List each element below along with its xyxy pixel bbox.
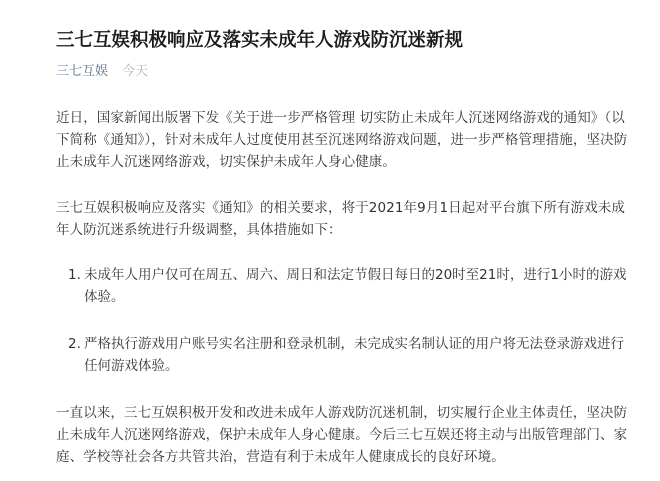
list-item-text: 严格执行游戏用户账号实名注册和登录机制，未完成实名制认证的用户将无法登录游戏进行任何游戏体验。 <box>84 336 624 374</box>
author-link[interactable]: 三七互娱 <box>56 64 109 79</box>
publish-date: 今天 <box>122 64 149 79</box>
list-item-number: 2. <box>68 336 81 352</box>
list-item-number: 1. <box>68 267 81 283</box>
list-item <box>68 264 630 308</box>
list-item-text: 未成年人用户仅可在周五、周六、周日和法定节假日每日的20时至21时，进行1小时的游戏体验。 <box>84 267 627 305</box>
list-item <box>68 333 630 377</box>
paragraph-intro: 近日，国家新闻出版署下发《关于进一步严格管理 切实防止未成年人沉迷网络游戏的通知》（以下简称《通知》），针对未成年人过度使用甚至沉迷网络游戏问题，进一步严格管理措施，坚决防止未成年人沉迷网络游戏，切实保护未成年人身心健康。 <box>56 110 628 170</box>
article-title: 三七互娱积极响应及落实未成年人游戏防沉迷新规 <box>56 30 464 51</box>
article-meta <box>56 63 148 81</box>
paragraph-closing: 一直以来，三七互娱积极开发和改进未成年人游戏防沉迷机制，切实履行企业主体责任，坚决防止未成年人沉迷网络游戏，保护未成年人身心健康。今后三七互娱还将主动与出版管理部门、家庭、学校等社会各方共管共治，营造有利于未成年人健康成长的良好环境。 <box>56 405 628 465</box>
paragraph-measures: 三七互娱积极响应及落实《通知》的相关要求，将于2021年9月1日起对平台旗下所有游戏未成年人防沉迷系统进行升级调整，具体措施如下： <box>56 200 625 238</box>
